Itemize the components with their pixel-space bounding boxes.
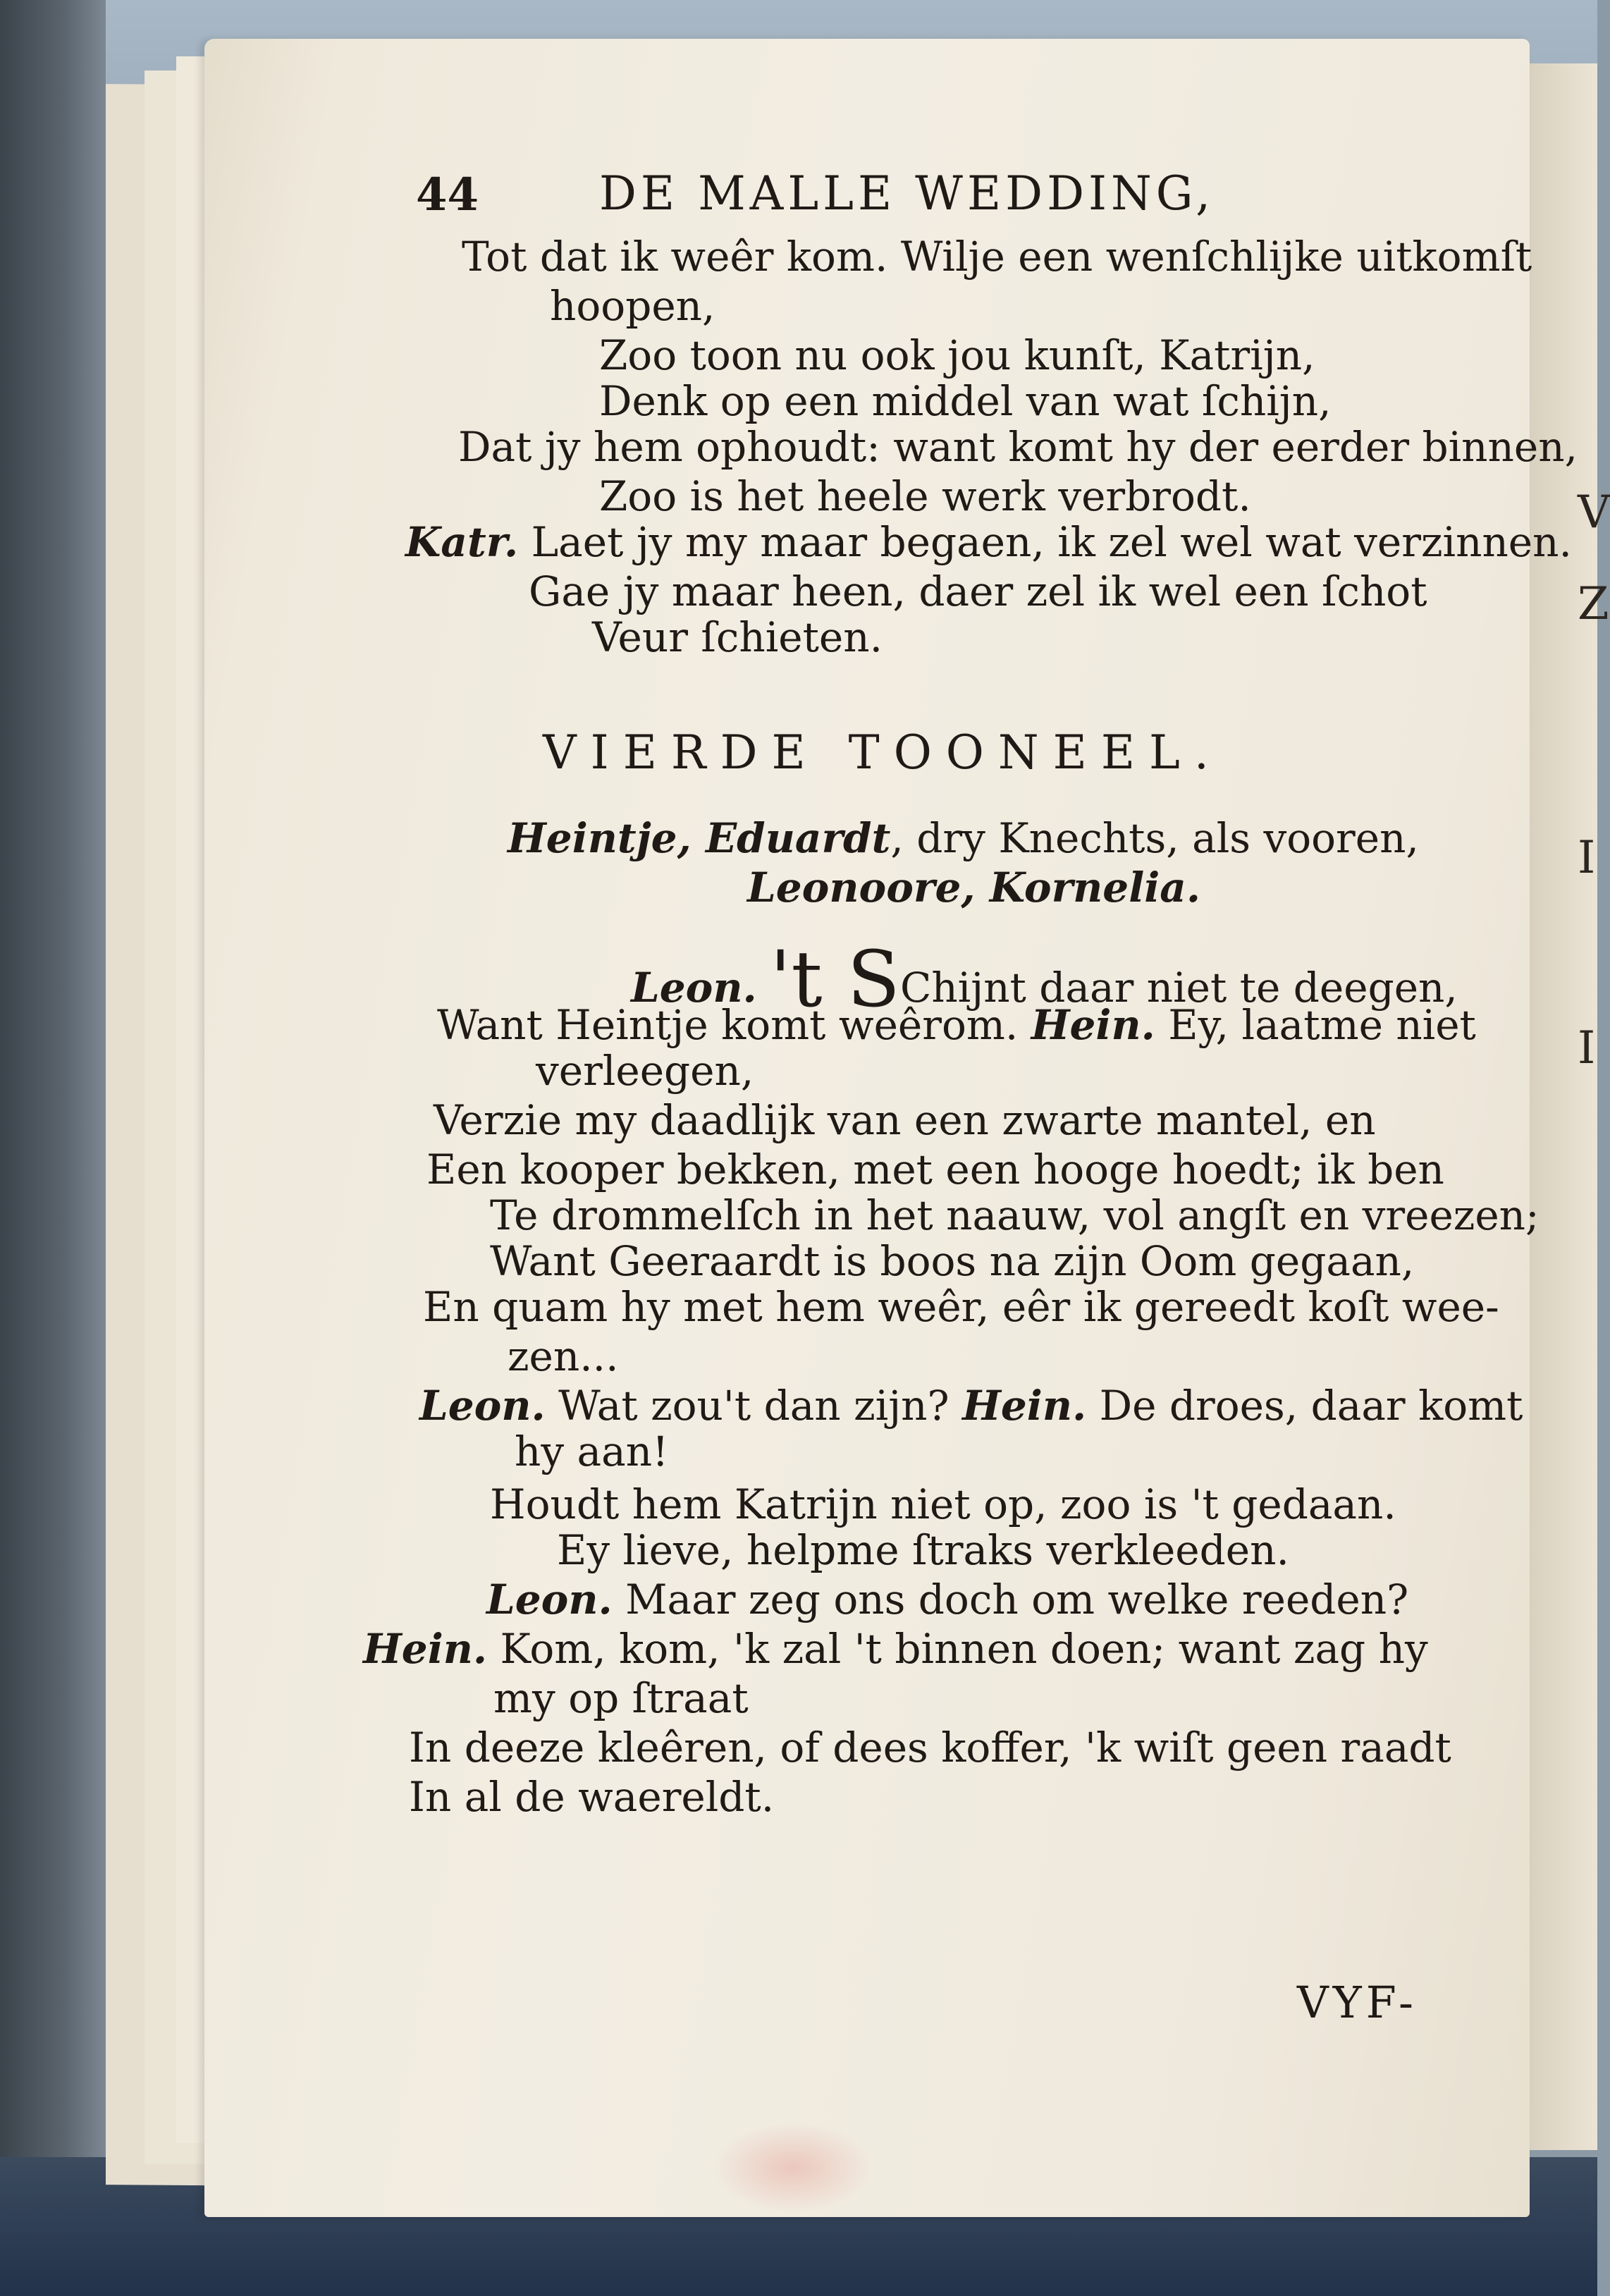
text-line: Te drommelſch in het naauw, vol angſt en vreezen; xyxy=(490,1191,1540,1239)
text-line: Verzie my daadlijk van een zwarte mantel, en xyxy=(434,1096,1376,1144)
text-line: zen... xyxy=(508,1332,619,1380)
facing-page-letter: Z xyxy=(1578,578,1609,630)
speaker-name: Leon. xyxy=(486,1576,613,1623)
line-text: De droes, daar komt xyxy=(1099,1382,1523,1430)
running-title: DE MALLE WEDDING, xyxy=(599,166,1215,221)
text-line xyxy=(419,1382,1523,1430)
text-line: Denk op een middel van wat ſchijn, xyxy=(599,377,1332,425)
speaker-name: Hein. xyxy=(962,1382,1087,1430)
text-line: Een kooper bekken, met een hooge hoedt; ik ben xyxy=(426,1146,1444,1193)
cast-names: Heintje, Eduardt xyxy=(508,814,891,862)
catchword: VYF- xyxy=(1297,1977,1418,2028)
facing-page-letter: V xyxy=(1578,486,1610,539)
speaker-name: Katr. xyxy=(405,518,519,566)
book-binding-left xyxy=(0,0,106,2296)
speaker-name: Leon. xyxy=(631,964,757,1012)
text-line xyxy=(405,518,1572,566)
text-line xyxy=(486,1576,1409,1623)
page-number: 44 xyxy=(416,168,479,221)
cast-list xyxy=(508,814,1419,862)
facing-page-letter: I xyxy=(1578,1022,1596,1074)
line-text: Want Heintje komt weêrom. xyxy=(437,1001,1019,1049)
line-text: Chijnt daar niet te deegen, xyxy=(899,964,1458,1012)
text-line: my op ſtraat xyxy=(493,1674,749,1722)
text-line: Veur ſchieten. xyxy=(592,613,883,661)
speaker-name: Hein. xyxy=(363,1625,488,1673)
text-line: Zoo is het heele werk verbrodt. xyxy=(599,472,1251,520)
text-line: Dat jy hem ophoudt: want komt hy der eerder binnen, xyxy=(458,423,1578,471)
speaker-name: Leon. xyxy=(419,1382,546,1430)
text-line xyxy=(437,1001,1476,1049)
text-line: Gae jy maar heen, daer zel ik wel een ſchot xyxy=(529,567,1427,615)
line-text: Maar zeg ons doch om welke reeden? xyxy=(625,1576,1409,1623)
text-line: Tot dat ik weêr kom. Wilje een wenſchlijke uitkomſt xyxy=(462,233,1532,281)
speaker-name: Hein. xyxy=(1031,1001,1155,1049)
scene-heading: VIERDE TOONEEL. xyxy=(543,725,1223,780)
text-line: hoopen, xyxy=(550,282,715,330)
line-text: Wat zou't dan zijn? xyxy=(558,1382,950,1430)
text-line: Ey lieve, helpme ſtraks verkleeden. xyxy=(557,1526,1289,1574)
text-line: Houdt hem Katrijn niet op, zoo is 't gedaan. xyxy=(490,1480,1396,1528)
text-line: hy aan! xyxy=(515,1428,669,1475)
line-text: Laet jy my maar begaen, ik zel wel wat verzinnen. xyxy=(531,518,1572,566)
text-line: En quam hy met hem weêr, eêr ik gereedt koſt wee- xyxy=(423,1283,1499,1331)
text-line: Want Geeraardt is boos na zijn Oom gegaan, xyxy=(490,1237,1415,1285)
text-line: verleegen, xyxy=(536,1047,754,1095)
cast-rest: , dry Knechts, als vooren, xyxy=(890,814,1419,862)
text-line: In deeze kleêren, of dees koffer, 'k wiſt geen raadt xyxy=(409,1724,1451,1772)
line-text: Ey, laatme niet xyxy=(1168,1001,1476,1049)
facing-page-edge xyxy=(1530,63,1597,2150)
page-stain xyxy=(712,2122,874,2214)
line-text: Kom, kom, 'k zal 't binnen doen; want zag hy xyxy=(500,1625,1428,1673)
text-line xyxy=(363,1625,1428,1673)
cast-list: Leonoore, Kornelia. xyxy=(747,864,1201,911)
facing-page-letter: I xyxy=(1578,832,1596,884)
text-line: Zoo toon nu ook jou kunſt, Katrijn, xyxy=(599,331,1315,379)
drop-cap: 't S xyxy=(770,934,900,1024)
text-line: In al de waereldt. xyxy=(409,1773,775,1821)
